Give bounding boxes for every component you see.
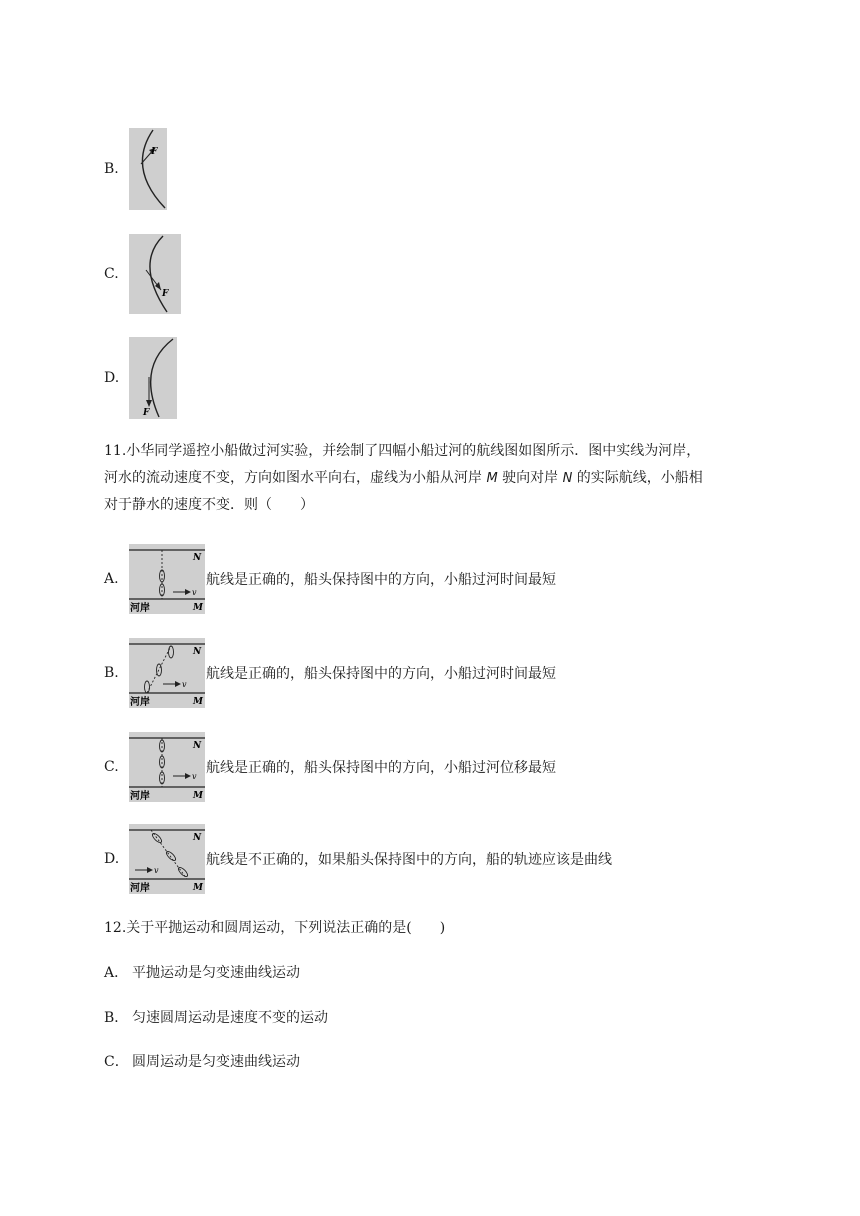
- option-text: 航线是正确的，船头保持图中的方向，小船过河位移最短: [206, 760, 556, 776]
- option-letter: A．: [104, 965, 129, 981]
- option-text: 圆周运动是匀变速曲线运动: [132, 1054, 300, 1070]
- option-letter: D.: [104, 851, 120, 867]
- q10-option-c[interactable]: [104, 234, 181, 314]
- svg-text:河岸: 河岸: [130, 603, 150, 614]
- force-label: F: [143, 408, 150, 418]
- q11-option-c[interactable]: [104, 732, 556, 802]
- option-letter: C.: [104, 759, 119, 775]
- q11-option-d[interactable]: [104, 824, 612, 894]
- q12-stem: 12.关于平抛运动和圆周运动，下列说法正确的是( ): [104, 920, 446, 936]
- option-letter: B．: [104, 1010, 129, 1026]
- river-figure-a: [129, 544, 205, 614]
- q12-option-c[interactable]: [104, 1051, 300, 1071]
- option-text: 航线是正确的，船头保持图中的方向，小船过河时间最短: [206, 666, 556, 682]
- svg-text:v: v: [192, 772, 197, 781]
- q11-stem-line-3: 对于静水的速度不变．则（ ）: [104, 497, 314, 513]
- q11-option-b[interactable]: [104, 638, 556, 708]
- svg-text:M: M: [193, 603, 203, 613]
- q12-option-a[interactable]: [104, 962, 300, 982]
- label-n: N: [562, 471, 573, 486]
- option-text: 平抛运动是匀变速曲线运动: [132, 965, 300, 981]
- option-letter: A.: [104, 571, 119, 587]
- svg-text:M: M: [193, 883, 203, 893]
- svg-text:河岸: 河岸: [130, 791, 150, 802]
- option-letter: B.: [104, 161, 119, 177]
- option-letter: B.: [104, 665, 119, 681]
- svg-text:N: N: [193, 647, 202, 657]
- river-figure-c: [129, 732, 205, 802]
- label-m: M: [486, 471, 498, 486]
- svg-text:v: v: [182, 680, 187, 689]
- force-label: F: [151, 147, 158, 157]
- option-text: 匀速圆周运动是速度不变的运动: [132, 1010, 328, 1026]
- river-figure-b: [129, 638, 205, 708]
- svg-text:河岸: 河岸: [130, 883, 150, 894]
- q10-option-d[interactable]: [104, 337, 177, 419]
- svg-text:M: M: [193, 697, 203, 707]
- q11-stem-line-1: 11.小华同学遥控小船做过河实验，并绘制了四幅小船过河的航线图如图所示．图中实线为河岸，: [104, 443, 701, 459]
- curve-force-figure-b: [129, 128, 167, 210]
- option-letter: D.: [104, 370, 120, 386]
- river-figure-d: [129, 824, 205, 894]
- q10-option-b[interactable]: [104, 128, 167, 210]
- curve-force-figure-d: [129, 337, 177, 419]
- svg-text:N: N: [193, 833, 202, 843]
- q12-option-b[interactable]: [104, 1007, 328, 1027]
- svg-text:v: v: [192, 588, 197, 597]
- svg-text:河岸: 河岸: [130, 697, 150, 708]
- svg-text:N: N: [193, 741, 202, 751]
- force-label: F: [162, 289, 169, 299]
- svg-text:N: N: [193, 553, 202, 563]
- svg-text:v: v: [154, 866, 159, 875]
- svg-text:M: M: [193, 791, 203, 801]
- option-letter: C.: [104, 266, 119, 282]
- curve-force-figure-c: [129, 234, 181, 314]
- q11-stem: [104, 438, 764, 519]
- option-text: 航线是不正确的，如果船头保持图中的方向，船的轨迹应该是曲线: [206, 852, 612, 868]
- option-letter: C．: [104, 1054, 129, 1070]
- option-text: 航线是正确的，船头保持图中的方向，小船过河时间最短: [206, 572, 556, 588]
- q11-stem-line-2: 河水的流动速度不变，方向如图水平向右，虚线为小船从河岸 M 驶向对岸 N 的实际航线，小船相: [104, 470, 703, 486]
- q11-option-a[interactable]: [104, 544, 556, 614]
